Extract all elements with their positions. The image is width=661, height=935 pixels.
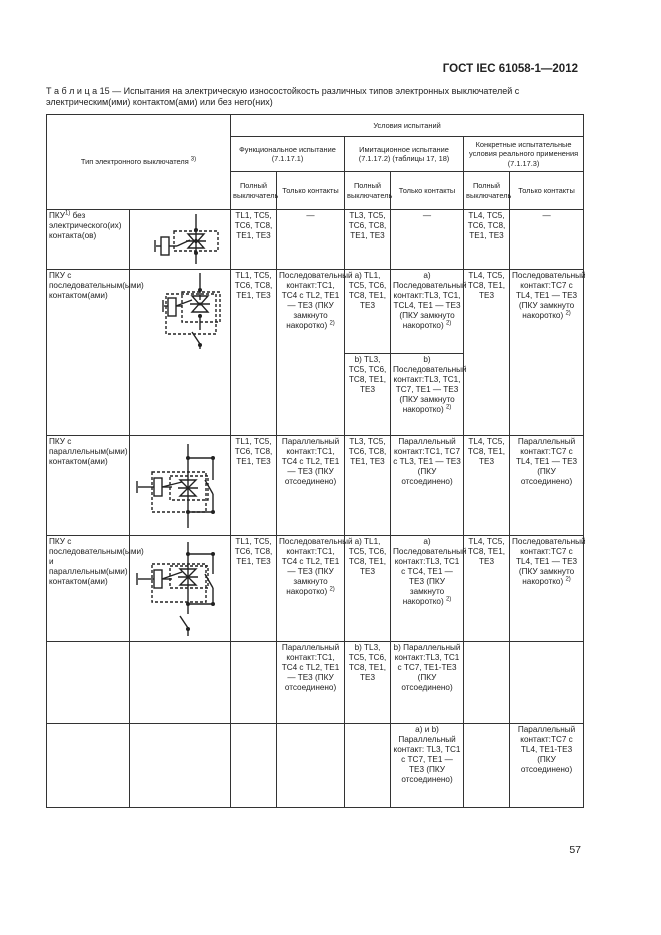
circuit-diagram-parallel-contact bbox=[130, 436, 231, 536]
switch-type-cell: ПКУ с параллельным(ыми) контактом(ами) bbox=[47, 436, 130, 536]
simulation-test-header: Имитационное испытание (7.1.17.2) (таблицы 17, 18) bbox=[345, 137, 464, 172]
table-row: Параллельный контакт:TC1, TC4 с TL2, TE1 — TE3 (ПКУ отсоединено) b) TL3, TC5, TC6, TC8, TE1, TE3 b) Параллельный контакт:TL3, TC1 с TC7, TE1-TE3 (ПКУ отсоединено) bbox=[47, 642, 584, 724]
circuit-diagram-series-contact bbox=[130, 270, 231, 436]
table-row: b) TL3, TC5, TC6, TC8, TE1, TE3 b) Последовательный контакт:TL3, TC1, TC7, TE1 — TE3 (ПКУ замкнуто накоротко) $^{2)}$ bbox=[47, 354, 584, 436]
table-row: ПКУ$^{1)}$ без электрического(их) контакта(ов) TL1, TC5, TC6, TC8, TE1, TE3 — TL3, TC5, TC6, TC8, TE1, TE3 — TL4, TC5, TC6, TC8, TE1, TE3 — bbox=[47, 210, 584, 270]
table-row: ПКУ с параллельным(ыми) контактом(ами) TL1, TC5, TC6, TC8, TE1, TE3 Параллельный контакт:TC1, TC4 с TL2, TE1 — TE3 (ПКУ отсоединено) TL3, TC5, TC6, TC8, TE1, TE3 Параллельный контакт:TC1, TC7 с TL3, TE1 — TE3 (ПКУ отсоединено) TL4, TC5, TC8, TE1, TE3 Параллельный контакт:TC7 с TL4, TE1 — TE3 (ПКУ отсоединено) bbox=[47, 436, 584, 536]
subheader-full-switch: Полный выключатель bbox=[231, 172, 277, 210]
table-row: ПКУ с последовательным(ыми) контактом(ами) TL1, TC5, TC6, TC8, TE1, TE3 Последовательный контакт:TC1, TC4 с TL2, TE1 — TE3 (ПКУ замкнуто накоротко) $^{2)}$ a) TL1, TC5, TC6, TC8, TE1, TE3 a) Последовательный контакт:TL3, TC1, TCL4, TE1 — TE3 (ПКУ замкнуто накоротко) $^{2)}$ TL4, TC5, TC8, TE1, TE3 Последовательный контакт:TC7 с TL4, TE1 — TE3 (ПКУ замкнуто накоротко) $^{2)}$ bbox=[47, 270, 584, 354]
test-conditions-table bbox=[46, 114, 584, 808]
subheader-contacts-only: Только контакты bbox=[391, 172, 464, 210]
type-column-header: Тип электронного выключателя $^{3)}$ bbox=[47, 115, 231, 210]
conditions-header: Условия испытаний bbox=[231, 115, 584, 137]
table-row: ПКУ с последовательным(ыми) и параллельным(ыми) контактом(ами) TL1, TC5, TC6, TC8, TE1, TE3 Последовательный контакт:TC1, TC4 с TL2, TE1 — TE3 (ПКУ замкнуто накоротко) $^{2)}$ a) TL1, TC5, TC6, TC8, TE1, TE3 a) Последовательный контакт:TL3, TC1 с TC4, TE1 — TE3 (ПКУ замкнуто накоротко) $^{2)}$ TL4, TC5, TC8, TE1, TE3 Последовательный контакт:TC7 с TL4, TE1 — TE3 (ПКУ замкнуто накоротко) $^{2)}$ bbox=[47, 536, 584, 642]
table-row: a) и b) Параллельный контакт: TL3, TC1 с TC7, TE1 — TE3 (ПКУ отсоединено) Параллельный контакт:TC7 с TL4, TE1-TE3 (ПКУ отсоединено) bbox=[47, 724, 584, 808]
switch-type-cell: ПКУ с последовательным(ыми) контактом(ами) bbox=[47, 270, 130, 436]
page-number: 57 bbox=[569, 844, 581, 856]
subheader-contacts-only: Только контакты bbox=[510, 172, 584, 210]
circuit-diagram-series-parallel-contact bbox=[130, 536, 231, 642]
subheader-full-switch: Полный выключатель bbox=[464, 172, 510, 210]
table-caption: Т а б л и ц а 15 — Испытания на электрическую износостойкость различных типов электронных выключателей с электрическим(ими) контактом(ами) или без него(них) bbox=[46, 86, 520, 107]
subheader-full-switch: Полный выключатель bbox=[345, 172, 391, 210]
switch-type-cell: ПКУ с последовательным(ыми) и параллельным(ыми) контактом(ами) bbox=[47, 536, 130, 642]
document-standard-header: ГОСТ IEC 61058-1—2012 bbox=[442, 63, 578, 75]
real-application-header: Конкретные испытательные условия реального применения (7.1.17.3) bbox=[464, 137, 584, 172]
functional-test-header: Функциональное испытание (7.1.17.1) bbox=[231, 137, 345, 172]
circuit-diagram-ecd bbox=[130, 210, 231, 270]
switch-type-cell: ПКУ$^{1)}$ без электрического(их) контакта(ов) bbox=[47, 210, 130, 270]
subheader-contacts-only: Только контакты bbox=[277, 172, 345, 210]
